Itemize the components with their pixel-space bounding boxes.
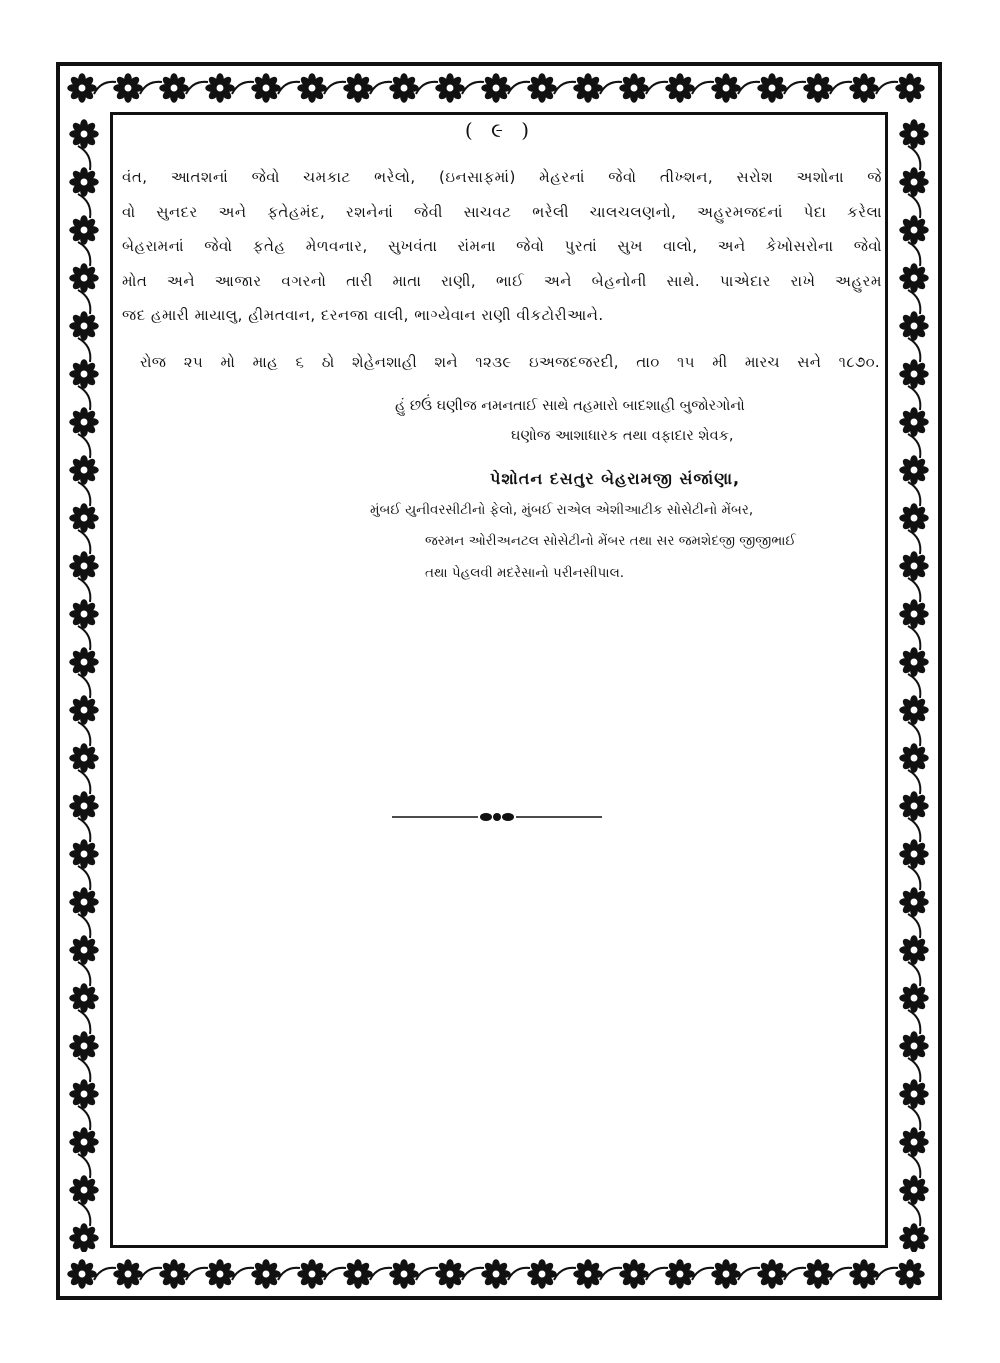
flower-ornament [899,503,928,532]
flower-ornament [69,1031,98,1060]
flower-ornament [69,791,98,820]
flower-ornament [757,73,786,102]
flower-ornament [69,695,98,724]
flower-ornament [803,73,832,102]
flower-ornament [573,1259,602,1288]
flower-ornament [895,1259,924,1288]
flower-ornament [69,935,98,964]
flower-ornament [435,1259,464,1288]
flower-ornament [435,73,464,102]
flower-ornament [899,743,928,772]
body-paragraph [122,160,882,333]
flower-ornament [849,73,878,102]
body-line: વંત, આતશનાં જેવો ચમકાટ ભરેલો, (ઇનસાફમાં) મેહરનાં જેવો તીખ્શન, સરોશ અશોના જે [122,168,882,186]
flower-ornament [899,407,928,436]
flower-ornament [619,1259,648,1288]
flower-ornament [899,359,928,388]
flower-ornament [69,887,98,916]
flower-ornament [665,73,694,102]
flower-ornament [711,1259,740,1288]
flower-ornament [899,1223,928,1252]
flower-ornament [899,551,928,580]
flower-ornament [297,1259,326,1288]
flower-ornament [899,1175,928,1204]
flower-ornament [251,1259,280,1288]
flower-ornament [205,73,234,102]
credential-line: મુંબઈ યુનીવરસીટીનો ફેલો, મુંબઈ રાએલ એશીઆટીક સોસેટીનો મેંબર, [370,502,754,518]
body-line: વો સુનદર અને ફતેહમંદ, રશનેનાં જેવી સાચવટ ભરેલી ચાલચલણનો, અહુરમજદનાં પેદા કરેલા [122,202,882,221]
flower-ornament [205,1259,234,1288]
flower-ornament [899,791,928,820]
flower-ornament [389,73,418,102]
flower-ornament [343,1259,372,1288]
flower-ornament [899,311,928,340]
ornament-border-left [60,110,108,1252]
flower-ornament [69,983,98,1012]
flower-ornament [69,839,98,868]
flower-ornament [69,215,98,244]
flower-ornament [527,73,556,102]
flower-ornament [899,263,928,292]
flower-ornament [803,1259,832,1288]
flower-ornament [67,73,96,102]
flower-ornament [159,73,188,102]
flower-ornament [69,1223,98,1252]
signature-name: પેશોતન દસતુર બેહરામજી સંજાંણા, [490,469,741,488]
flower-ornament [297,73,326,102]
flower-ornament [251,73,280,102]
flower-ornament [899,887,928,916]
credential-line: તથા પેહલવી મદરેસાનો પરીનસીપાલ. [425,565,625,581]
flower-ornament [899,215,928,244]
flower-ornament [69,599,98,628]
flower-ornament [69,455,98,484]
flower-ornament [69,647,98,676]
flower-ornament [899,455,928,484]
flower-ornament [757,1259,786,1288]
flower-ornament [899,167,928,196]
flower-ornament [899,1079,928,1108]
ornamental-divider [392,810,602,824]
ornament-border-top [60,66,938,110]
flower-ornament [711,73,740,102]
body-line: જદ હમારી માયાલુ, હીમતવાન, દરનજા વાલી, ભાગ્યેવાન રાણી વીકટોરીઆને. [122,306,604,324]
flower-ornament [69,551,98,580]
flower-ornament [527,1259,556,1288]
flower-ornament [67,1259,96,1288]
flower-ornament [69,407,98,436]
flower-ornament [69,743,98,772]
flower-ornament [849,1259,878,1288]
flower-ornament [619,73,648,102]
flower-ornament [69,359,98,388]
flower-ornament [665,1259,694,1288]
flower-ornament [899,1031,928,1060]
ornament-border-bottom [60,1252,938,1296]
ornament-border-right [890,110,938,1252]
flower-ornament [899,647,928,676]
flower-ornament [69,311,98,340]
flower-ornament [343,73,372,102]
body-line: બેહરામનાં જેવો ફતેહ મેળવનાર, સુખવંતા રાંમના જેવો પુરતાં સુખ વાલો, અને કેખોસરોના જેવો [122,237,882,255]
flower-ornament [389,1259,418,1288]
flower-ornament [69,263,98,292]
flower-ornament [899,983,928,1012]
flower-ornament [481,1259,510,1288]
flower-ornament [481,73,510,102]
body-line: મોત અને આજાર વગરનો તારી માતા રાણી, ભાઈ અને બેહનોની સાથે. પાએદાર રાખે અહુરમ [122,271,882,290]
flower-ornament [69,503,98,532]
credential-line: જરમન ઓરીઅનટલ સોસેટીનો મેંબર તથા સર જમશેદજી જીજીભાઈ [425,533,796,549]
flower-ornament [899,839,928,868]
flower-ornament [573,73,602,102]
flower-ornament [113,73,142,102]
flower-ornament [69,1127,98,1156]
date-line: રોજ ૨૫ મો માહ ૬ ઠો શેહેનશાહી શને ૧૨૩૯ ઇઅજદજરદી, તા૦ ૧૫ મી મારચ સને ૧૮૭૦. [140,353,880,371]
flower-ornament [69,1079,98,1108]
closing-line: ઘણોજ આશાધારક તથા વફાદાર શેવક, [511,428,734,444]
flower-ornament [899,1127,928,1156]
flower-ornament [899,599,928,628]
closing-line: હું છઉં ઘણીજ નમનતાઈ સાથે તહમારો બાદશાહી બુજોરગોનો [395,398,745,414]
flower-ornament [69,167,98,196]
flower-ornament [69,1175,98,1204]
flower-ornament [899,695,928,724]
flower-ornament [159,1259,188,1288]
flower-ornament [899,935,928,964]
page-number: ( ૯ ) [464,118,536,142]
flower-ornament [895,73,924,102]
flower-ornament [113,1259,142,1288]
